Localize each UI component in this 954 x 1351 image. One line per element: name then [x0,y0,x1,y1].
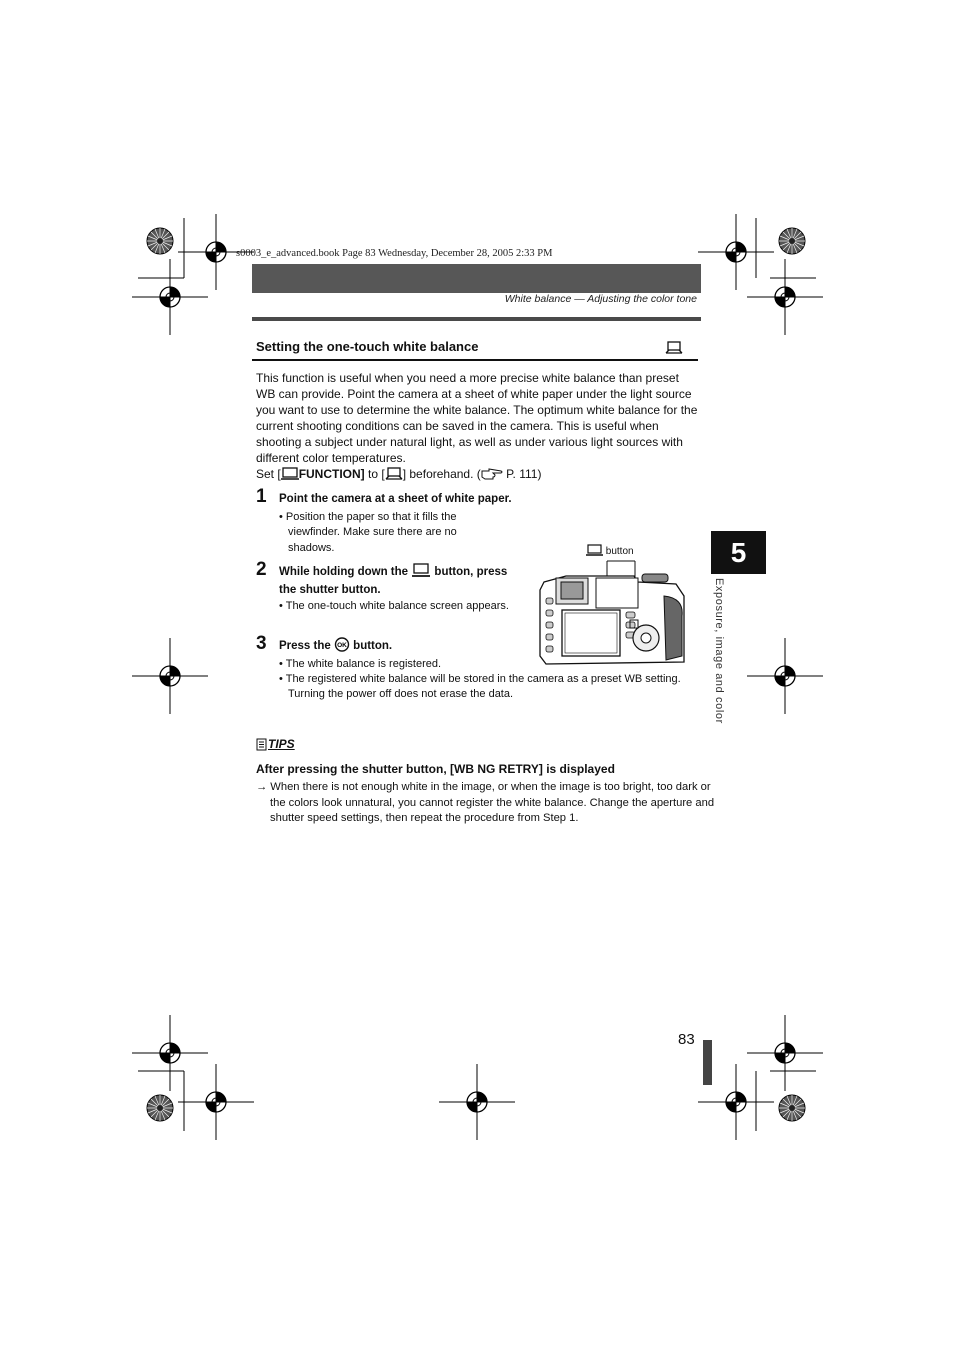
ok-button-icon [334,637,350,652]
header-bar [252,264,701,293]
step-3-bullet: • The registered white balance will be stored in the camera as a preset WB setting. Turning the power off does not erase the data. [279,673,681,701]
pointing-hand-icon [481,468,503,481]
step-2-bullet: • The one-touch white balance screen appears. [279,600,509,612]
page-marker-bar [703,1040,712,1085]
one-touch-wb-icon [385,467,403,481]
chapter-tab: 5 [711,531,766,574]
intro-text [256,370,701,482]
tips-memo-icon [256,738,268,751]
tips-body: → When there is not enough white in the image, or when the image is too bright, too dark or the colors look unnatural, you cannot register the white balance. Change the aperture and shutter speed settings, then repeat the procedure from Step 1. [256,781,715,824]
step-3-text: Press the OK button. [279,637,392,655]
wb-button-icon [411,563,431,578]
camera-button-callout: button [586,544,634,557]
intro-paragraph: This function is useful when you need a more precise white balance than preset WB can provide. Point the camera at a sheet of white paper under the light source you want to use to determine the white balance. The optimum white balance for the current shooting conditions can be saved in the camera. This is useful when shooting a subject under natural light, as well as under various light sources with different color temperatures. [256,371,698,465]
section-title: Setting the one-touch white balance [256,339,479,354]
svg-text:OK: OK [337,642,347,649]
step-3-bullet: • The white balance is registered. [279,658,442,670]
tips-label: TIPS [256,737,295,751]
step-1-text: Point the camera at a sheet of white paper. [279,493,512,505]
step-2-text: While holding down the button, press the shutter button. [279,563,509,599]
intro-set-line: Set [ FUNCTION] to [ ] beforehand. ( P. 111) [256,467,542,481]
step-3-number: 3 [256,633,267,654]
chapter-side-title: Exposure, image and color [713,578,725,724]
wb-button-icon [281,467,299,481]
camera-back-illustration [536,556,688,668]
section-rule [252,359,698,361]
step-1-number: 1 [256,486,267,507]
step-2-number: 2 [256,559,267,580]
tips-heading: After pressing the shutter button, [WB NG RETRY] is displayed [256,762,615,776]
header-rule [252,317,701,321]
page-number: 83 [678,1031,695,1048]
running-head: White balance — Adjusting the color tone [504,293,697,305]
one-touch-wb-icon [665,340,685,356]
step-1-bullet: • Position the paper so that it fills the viewfinder. Make sure there are no shadows. [279,511,457,554]
book-file-info: s0003_e_advanced.book Page 83 Wednesday, December 28, 2005 2:33 PM [236,248,553,259]
